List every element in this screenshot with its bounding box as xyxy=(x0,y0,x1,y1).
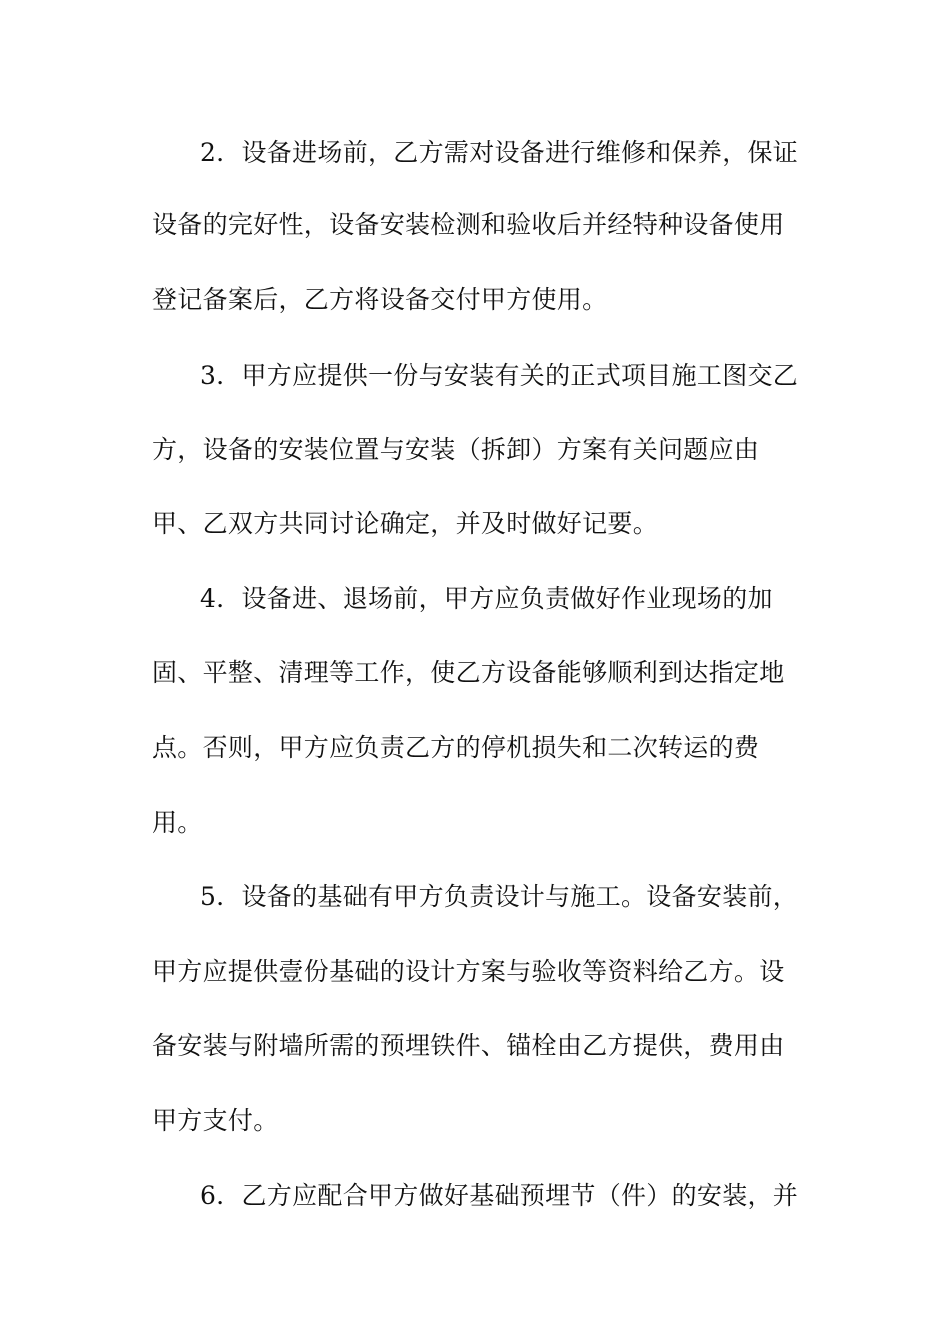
paragraph-4-line-2: 固、平整、清理等工作，使乙方设备能够顺利到达指定地 xyxy=(152,658,785,687)
paragraph-3-line-2: 方，设备的安装位置与安装（拆卸）方案有关问题应由 xyxy=(152,435,760,464)
paragraph-3-line-1: 3．甲方应提供一份与安装有关的正式项目施工图交乙 xyxy=(200,361,799,390)
paragraph-3-line-3: 甲、乙双方共同讨论确定，并及时做好记要。 xyxy=(152,509,659,538)
paragraph-5-line-1: 5．设备的基础有甲方负责设计与施工。设备安装前， xyxy=(200,882,799,911)
paragraph-5-line-3: 备安装与附墙所需的预埋铁件、锚栓由乙方提供，费用由 xyxy=(152,1031,785,1060)
paragraph-4-line-1: 4．设备进、退场前，甲方应负责做好作业现场的加 xyxy=(200,584,773,613)
paragraph-2-line-1: 2．设备进场前，乙方需对设备进行维修和保养，保证 xyxy=(200,138,799,167)
paragraph-5-line-2: 甲方应提供壹份基础的设计方案与验收等资料给乙方。设 xyxy=(152,957,785,986)
paragraph-2-line-2: 设备的完好性，设备安装检测和验收后并经特种设备使用 xyxy=(152,210,785,239)
paragraph-5-line-4: 甲方支付。 xyxy=(152,1106,279,1135)
paragraph-2-line-3: 登记备案后，乙方将设备交付甲方使用。 xyxy=(152,285,608,314)
paragraph-4-line-4: 用。 xyxy=(152,808,203,837)
paragraph-6-line-1: 6．乙方应配合甲方做好基础预埋节（件）的安装，并 xyxy=(200,1181,799,1210)
paragraph-4-line-3: 点。否则，甲方应负责乙方的停机损失和二次转运的费 xyxy=(152,733,760,762)
